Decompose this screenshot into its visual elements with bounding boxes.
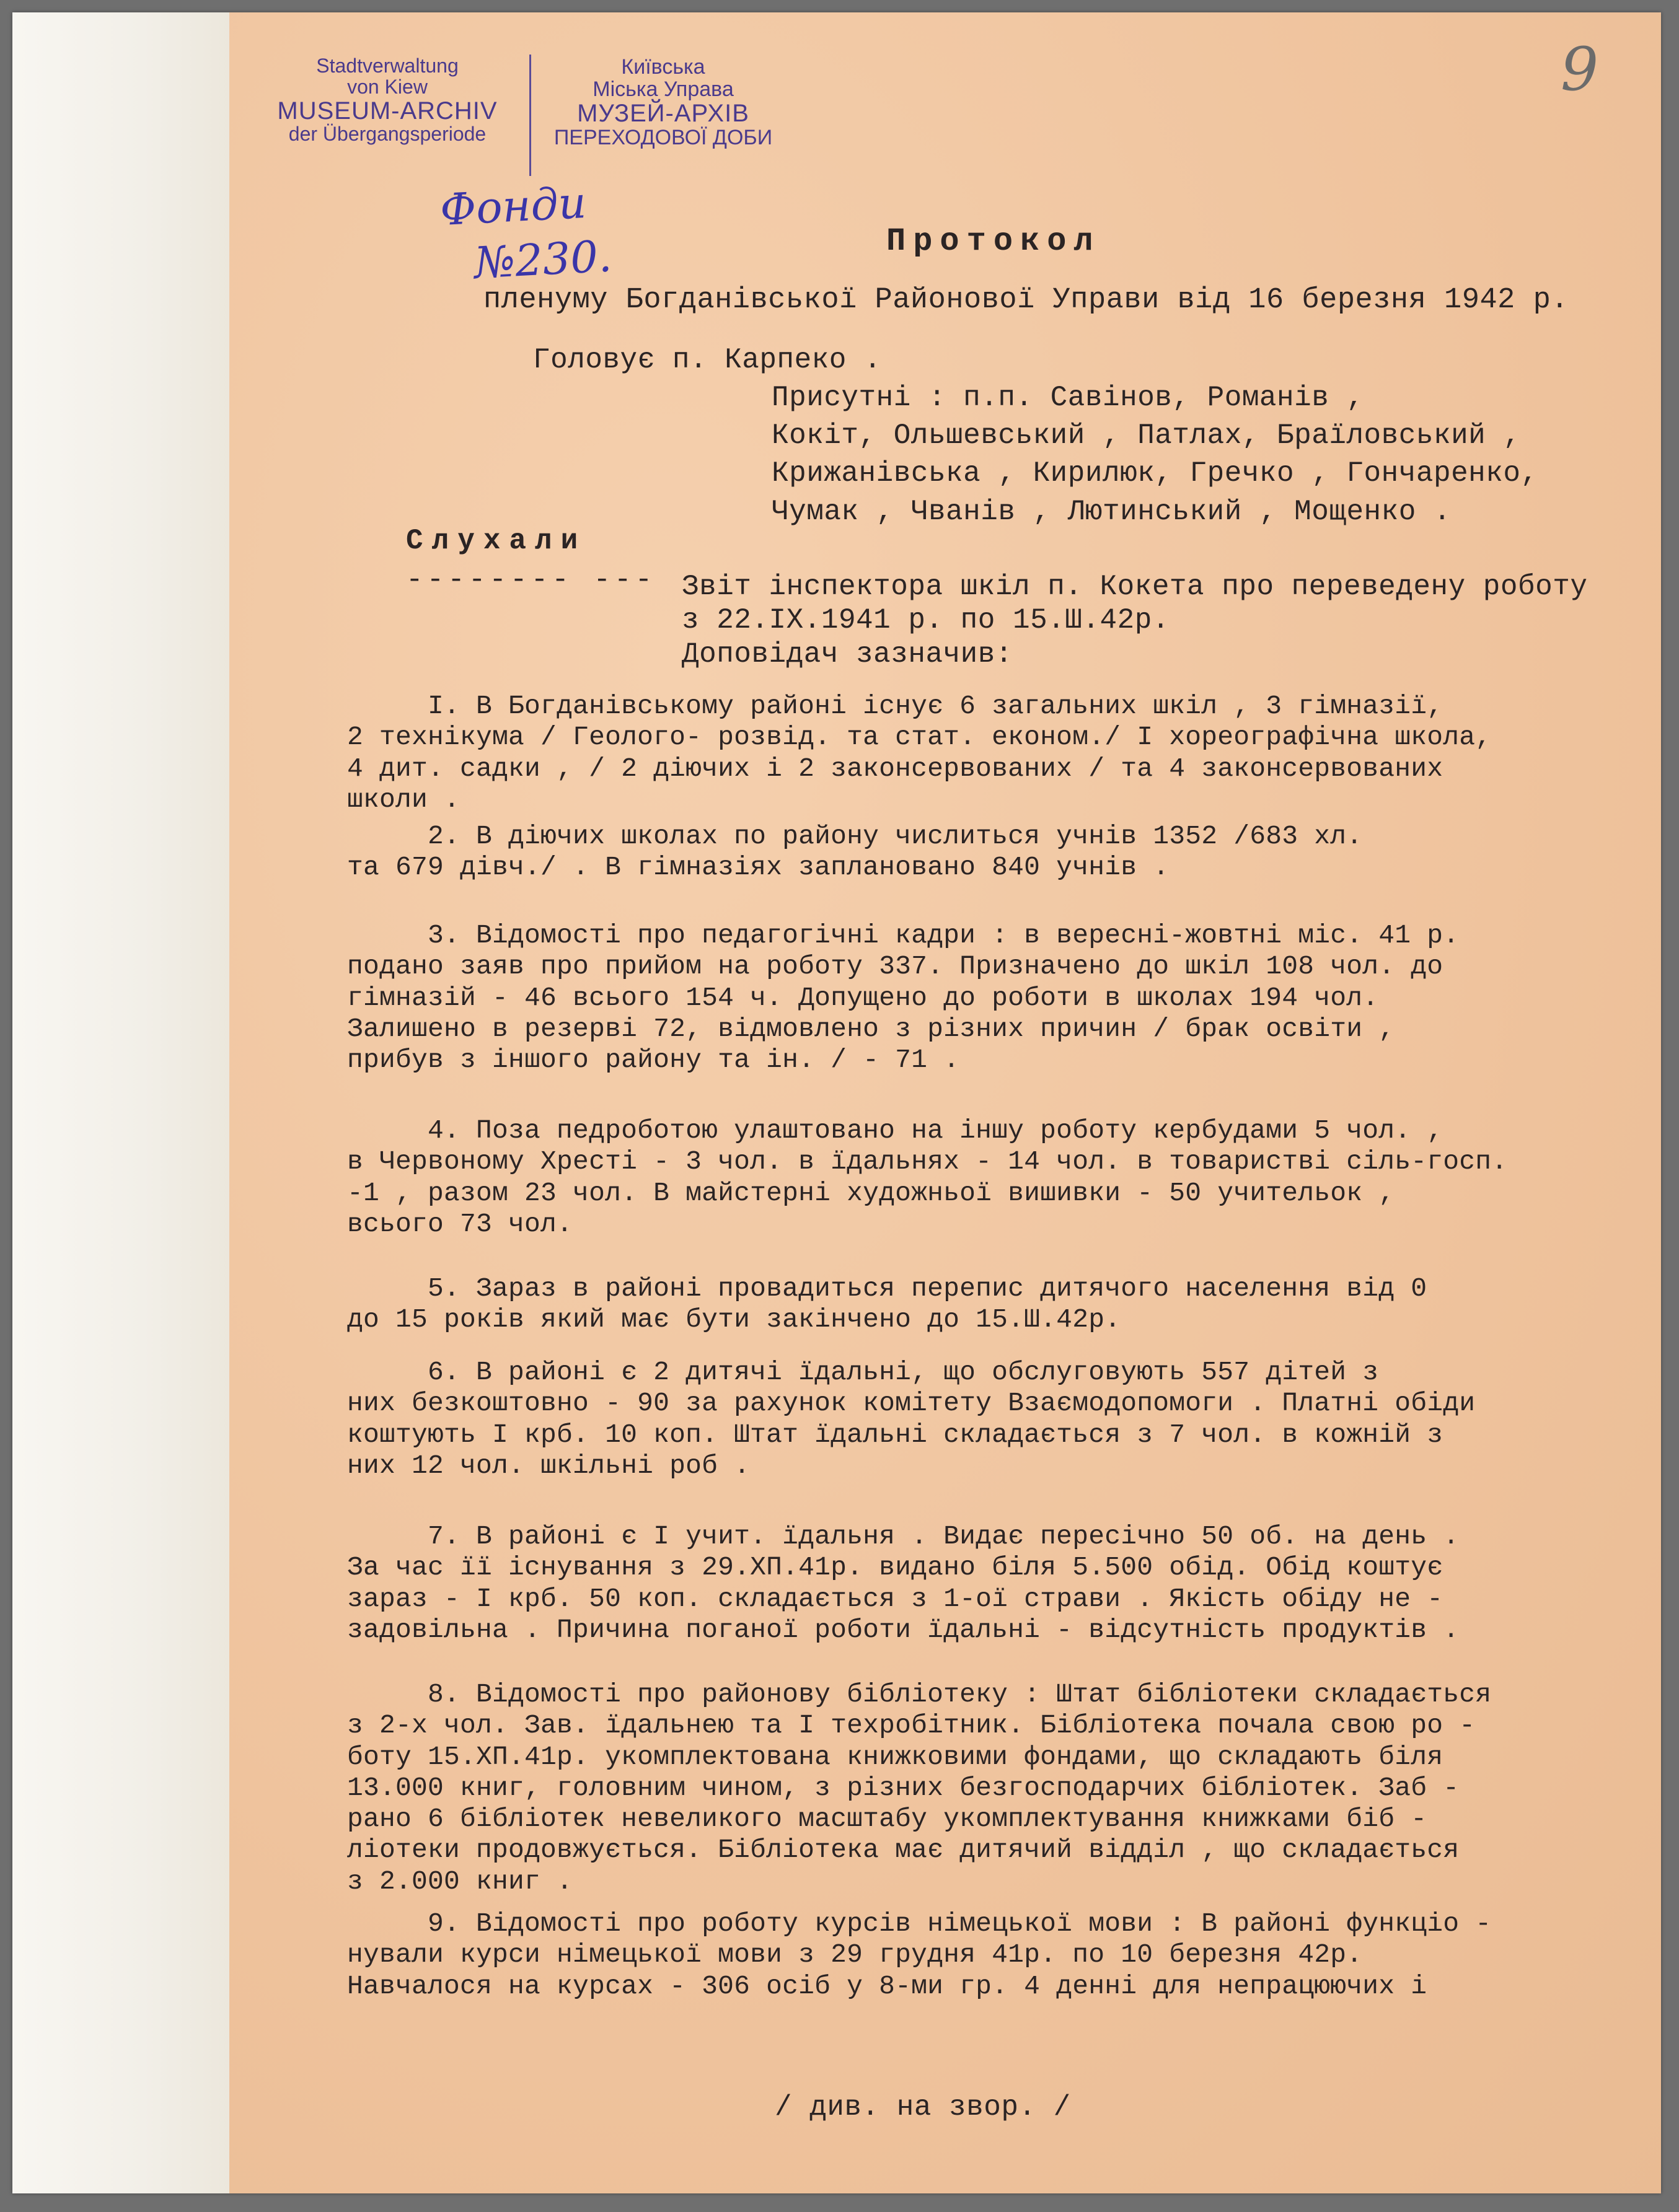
text-line: прибув з іншого району та ін. / - 71 . <box>347 1045 960 1076</box>
handwritten-fondy: Фонди <box>439 177 588 236</box>
paper-edge-strip <box>12 12 229 2193</box>
paragraph-1 <box>347 691 1649 815</box>
text-line: гімназій - 46 всього 154 ч. Допущено до роботи в школах 194 чол. <box>347 982 1379 1013</box>
chairperson-line: Головує п. Карпеко . <box>533 344 882 376</box>
paragraph-4 <box>347 1115 1649 1240</box>
text-line: з 2-х чол. Зав. їдальнею та I техробітник. Бібліотека почала свою ро - <box>347 1710 1476 1741</box>
continued-overleaf-note: / див. на звор. / <box>775 2091 1071 2123</box>
text-line: школи . <box>347 784 461 815</box>
text-line: коштують I крб. 10 коп. Штат їдальні складається з 7 чол. в кожній з <box>347 1419 1443 1450</box>
text-line: задовільна . Причина поганої роботи їдальні - відсутність продуктів . <box>347 1614 1460 1645</box>
stamp-line: ПЕРЕХОДОВОЇ ДОБИ <box>553 126 773 150</box>
text-line: боту 15.XП.41р. укомплектована книжковими фондами, що складають біля <box>347 1741 1443 1772</box>
text-line: до 15 років який має бути закінчено до 15.Ш.42р. <box>347 1304 1121 1335</box>
document-page <box>12 12 1661 2193</box>
document-subtitle: пленуму Богданівської Районової Управи від 16 березня 1942 р. <box>483 284 1569 317</box>
text-line: 4 дит. садки , / 2 діючих і 2 законсервованих / та 4 законсервованих <box>347 753 1443 784</box>
text-line: нували курси німецької мови з 29 грудня 41р. по 10 березня 42р. <box>347 1939 1363 1970</box>
handwritten-fond-number: №230. <box>473 230 614 289</box>
paragraph-9 <box>347 1908 1649 2002</box>
text-line: 7. В районі є I учит. їдальня . Видає пересічно 50 об. на день . <box>347 1521 1460 1551</box>
stamp-line: MUSEUM-ARCHIV <box>277 97 498 125</box>
paragraph-8 <box>347 1679 1649 1897</box>
text-line: подано заяв про прийом на роботу 337. Призначено до шкіл 108 чол. до <box>347 951 1443 982</box>
report-line: Звіт інспектора шкіл п. Кокета про переведену роботу <box>682 571 1588 603</box>
paragraph-6 <box>347 1357 1649 1481</box>
text-line: 2 технікума / Геолого- розвід. та стат. економ./ I хореографічна школа, <box>347 722 1492 753</box>
present-line: Крижанівська , Кирилюк, Гречко , Гончаренко, <box>772 457 1538 490</box>
text-line: них безкоштовно - 90 за рахунок комітету Взаємодопомоги . Платні обіди <box>347 1388 1476 1419</box>
text-line: зараз - I крб. 50 коп. складається з 1-ої страви . Якість обіду не - <box>347 1583 1443 1614</box>
paragraph-5 <box>347 1273 1649 1336</box>
stamp-line: Міська Управа <box>593 77 734 102</box>
text-line: Навчалося на курсах - 306 осіб у 8-ми гр. 4 денні для непрацюючих і <box>347 1970 1427 2001</box>
stamp-line: Київська <box>621 55 705 79</box>
present-line: Присутні : п.п. Савінов, Романів , <box>772 382 1364 414</box>
text-line: ліотеки продовжується. Бібліотека має дитячий відділ , що складається <box>347 1835 1460 1866</box>
paragraph-3 <box>347 920 1649 1076</box>
present-line: Кокіт, Ольшевський , Патлах, Браїловський , <box>772 419 1521 452</box>
text-line: та 679 дівч./ . В гімназіях заплановано 840 учнів . <box>347 852 1170 883</box>
stamp-line: Stadtverwaltung <box>316 55 459 77</box>
report-line: з 22.IX.1941 р. по 15.Ш.42р. <box>682 604 1170 637</box>
text-line: 4. Поза педроботою улаштовано на іншу роботу кербудами 5 чол. , <box>347 1115 1443 1146</box>
text-line: в Червоному Хресті - 3 чол. в їдальнях - 14 чол. в товаристві сіль-госп. <box>347 1146 1508 1177</box>
text-line: всього 73 чол. <box>347 1208 573 1239</box>
text-line: За час її існування з 29.XП.41р. видано біля 5.500 обід. Обід коштує <box>347 1552 1443 1583</box>
text-line: Залишено в резерві 72, відмовлено з різних причин / брак освіти , <box>347 1013 1395 1044</box>
text-line: з 2.000 книг . <box>347 1866 573 1897</box>
document-title: Протокол <box>886 223 1101 260</box>
text-line: 5. Зараз в районі провадиться перепис дитячого населення від 0 <box>347 1273 1427 1304</box>
stamp-line: МУЗЕЙ-АРХІВ <box>577 100 749 128</box>
text-line: них 12 чол. шкільні роб . <box>347 1450 751 1481</box>
paragraph-2 <box>347 821 1649 884</box>
stamp-line: von Kiew <box>347 75 428 98</box>
archive-stamp-german <box>242 56 533 145</box>
paragraph-7 <box>347 1521 1649 1646</box>
text-line: 13.000 книг, головним чином, з різних безгосподарчих бібліотек. Заб - <box>347 1772 1460 1803</box>
present-line: Чумак , Чванів , Лютинський , Мощенко . <box>772 495 1452 528</box>
text-line: 2. В діючих школах по району числиться учнів 1352 /683 хл. <box>347 821 1363 851</box>
report-summary <box>682 570 1587 671</box>
stamp-divider <box>529 55 531 176</box>
text-line: рано 6 бібліотек невеликого масштабу укомплектування книжками біб - <box>347 1804 1427 1835</box>
text-line: 6. В районі є 2 дитячі їдальні, що обслуговують 557 дітей з <box>347 1357 1379 1387</box>
report-line: Доповідач зазначив: <box>682 638 1013 670</box>
stamp-line: der Übergangsperiode <box>288 123 487 146</box>
heard-underline: -------- --- <box>406 564 656 596</box>
text-line: I. В Богданівському районі існує 6 загальних шкіл , 3 гімназії, <box>347 691 1443 721</box>
text-line: 8. Відомості про районову бібліотеку : Штат бібліотеки складається <box>347 1679 1492 1709</box>
text-line: 3. Відомості про педагогічні кадри : в вересні-жовтні міс. 41 р. <box>347 920 1460 950</box>
text-line: -1 , разом 23 чол. В майстерні художньої вишивки - 50 учительок , <box>347 1177 1395 1208</box>
page-number: 9 <box>1561 35 1599 104</box>
archive-stamp-ukrainian <box>533 56 793 149</box>
present-list <box>772 379 1538 531</box>
heard-heading: Слухали <box>406 525 587 557</box>
text-line: 9. Відомості про роботу курсів німецької мови : В районі функціо - <box>347 1908 1492 1939</box>
